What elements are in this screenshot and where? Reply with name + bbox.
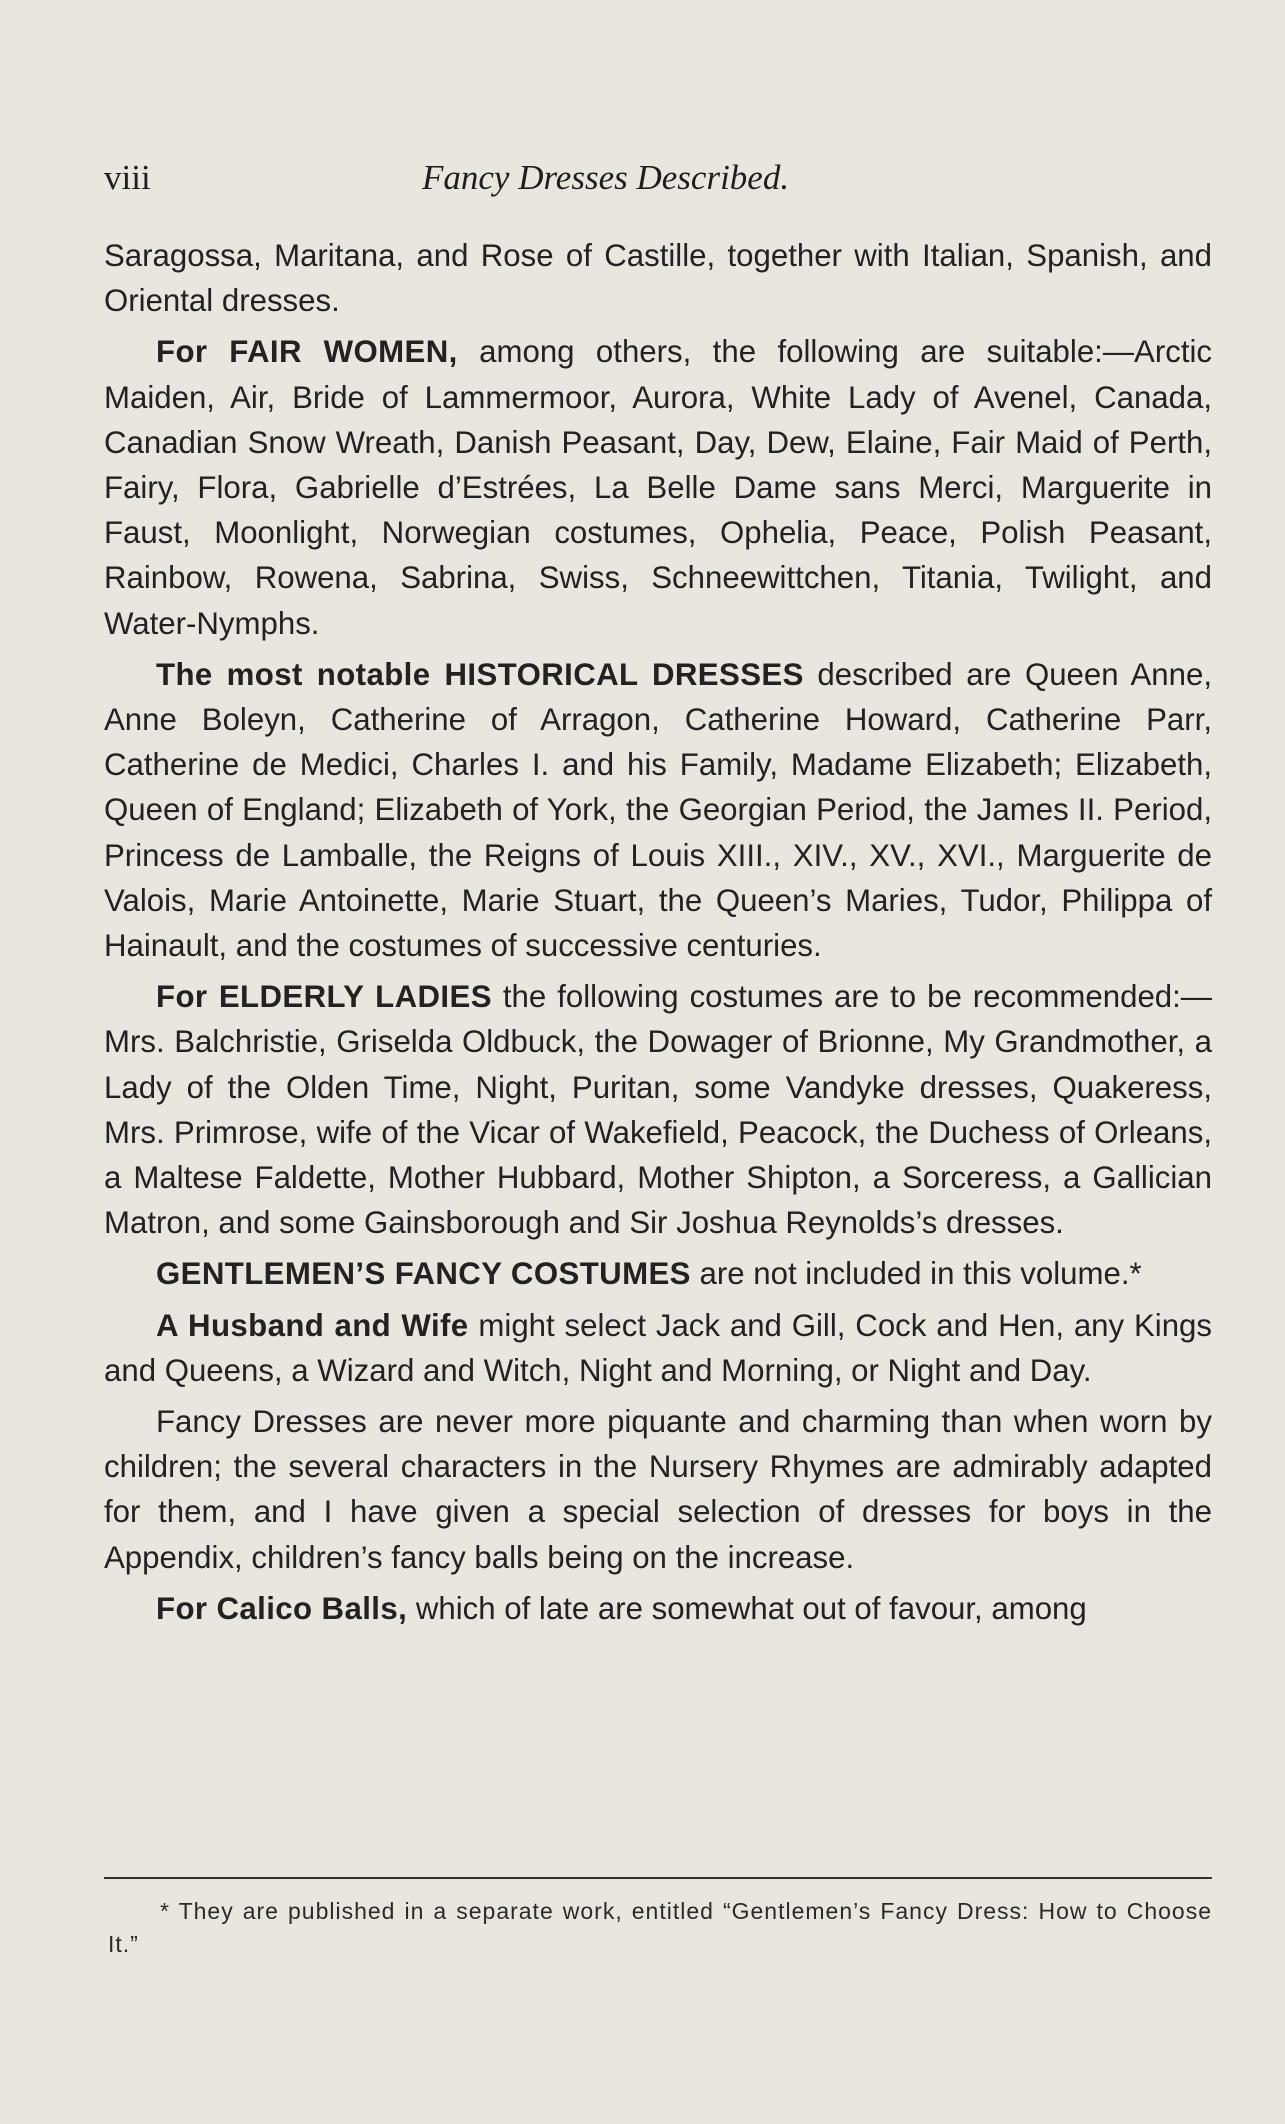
paragraph-lead: The most notable HISTORICAL DRESSES	[156, 656, 804, 692]
paragraph-text: are not included in this volume.*	[690, 1256, 1142, 1292]
paragraph-children	[104, 1399, 1212, 1580]
paragraph-elderly-ladies	[104, 974, 1212, 1245]
paragraph-historical-dresses	[104, 652, 1212, 968]
paragraph-lead: GENTLEMEN’S FANCY COSTUMES	[156, 1256, 691, 1292]
paragraph-lead: For FAIR WOMEN,	[156, 334, 458, 370]
paragraph-gentlemen	[104, 1251, 1212, 1296]
paragraph-lead: For Calico Balls,	[156, 1590, 408, 1626]
paragraph-text: among others, the following are suitable:—Arctic Maiden, Air, Bride of Lammermoor, Aurora, White Lady of Avenel, Canada, Canadian Snow Wreath, Danish Peasant, Day, Dew, Elaine, Fair Maid of Perth, Fairy, Flora, Gabrielle d’Estrées, La Belle Dame sans Merci, Marguerite in Faust, Moonlight, Norwegian costumes, Ophelia, Peace, Polish Peasant, Rainbow, Rowena, Sabrina, Swiss, Schneewittchen, Titania, Twilight, and Water-Nymphs.	[104, 334, 1213, 641]
footnote-divider	[104, 1877, 1212, 1879]
paragraph-text: might select Jack and Gill, Cock and Hen, any Kings and Queens, a Wizard and Witch, Night and Morning, or Night and Day.	[104, 1307, 1212, 1388]
running-title: Fancy Dresses Described.	[422, 158, 790, 197]
paragraph-text: described are Queen Anne, Anne Boleyn, Catherine of Arragon, Catherine Howard, Catherine Parr, Catherine de Medici, Charles I. and his Family, Madame Elizabeth; Elizabeth, Queen of England; Elizabeth of York, the Georgian Period, the James II. Period, Princess de Lamballe, the Reigns of Louis XIII., XIV., XV., XVI., Marguerite de Valois, Marie Antoinette, Marie Stuart, the Queen’s Maries, Tudor, Philippa of Hainault, and the costumes of successive centuries.	[104, 656, 1212, 964]
paragraph-text: Saragossa, Maritana, and Rose of Castille, together with Italian, Spanish, and Oriental dresses.	[104, 238, 1212, 319]
page-header	[104, 158, 1212, 208]
paragraph-text: the following costumes are to be recommended:—Mrs. Balchristie, Griselda Oldbuck, the Dowager of Brionne, My Grandmother, a Lady of the Olden Time, Night, Puritan, some Vandyke dresses, Quakeress, Mrs. Primrose, wife of the Vicar of Wakefield, Peacock, the Duchess of Orleans, a Maltese Faldette, Mother Hubbard, Mother Shipton, a Sorceress, a Gallician Matron, and some Gainsborough and Sir Joshua Reynolds’s dresses.	[104, 979, 1212, 1241]
paragraph-lead: For ELDERLY LADIES	[156, 979, 492, 1015]
paragraph-fair-women	[104, 329, 1212, 645]
paragraph-husband-wife	[104, 1303, 1212, 1393]
paragraph-calico-balls	[104, 1586, 1212, 1631]
paragraph-text: which of late are somewhat out of favour, among	[407, 1590, 1087, 1626]
paragraph-continuation	[104, 233, 1212, 323]
body-text	[104, 233, 1212, 1637]
page-number: viii	[104, 158, 151, 197]
paragraph-lead: A Husband and Wife	[156, 1307, 469, 1343]
footnote: * They are published in a separate work, entitled “Gentlemen’s Fancy Dress: How to Choose It.”	[108, 1898, 1212, 1957]
paragraph-text: Fancy Dresses are never more piquante and charming than when worn by children; the several characters in the Nursery Rhymes are admirably adapted for them, and I have given a special selection of dresses for boys in the Appendix, children’s fancy balls being on the increase.	[104, 1404, 1212, 1575]
